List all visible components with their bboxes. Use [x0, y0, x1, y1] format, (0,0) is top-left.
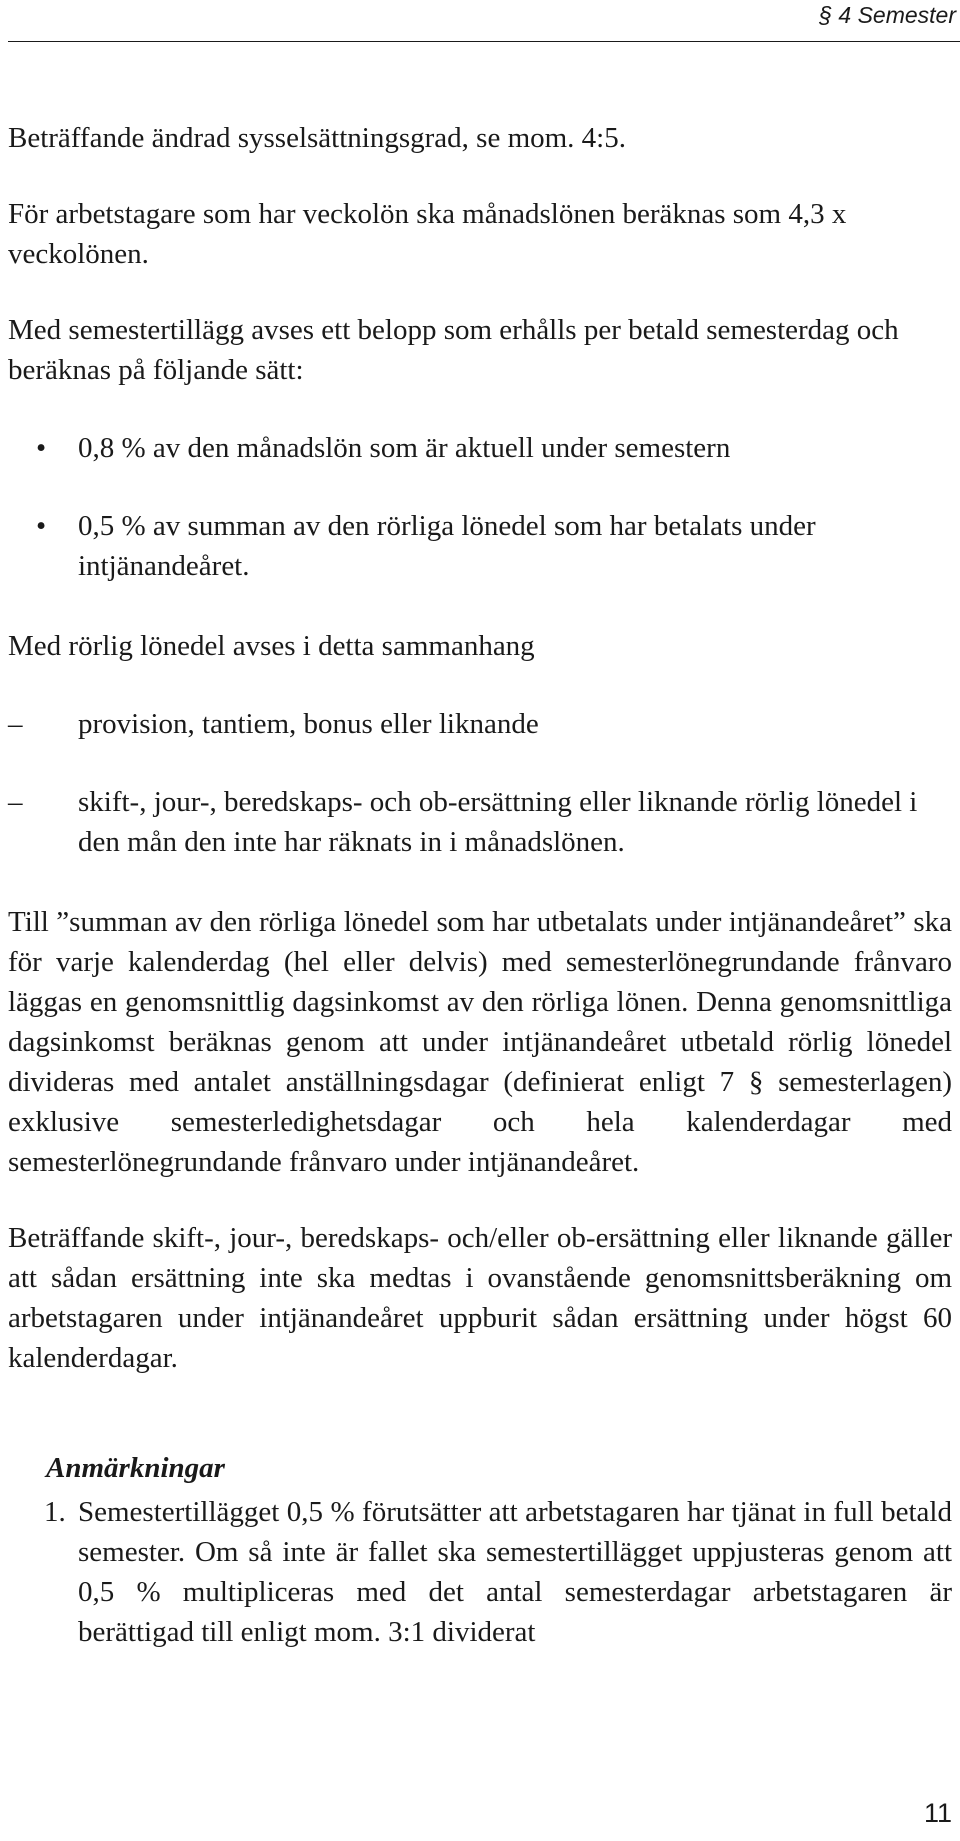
list-item [8, 506, 952, 586]
dash-mark: – [8, 708, 23, 740]
paragraph-variable-pay: Med rörlig lönedel avses i detta sammanhang [8, 630, 535, 662]
list-item [8, 428, 952, 468]
paragraph-sum-variable-pay: Till ”summan av den rörliga lönedel som har utbetalats under intjänandeåret” ska för varje kalenderdag (hel eller delvis) med semesterlönegrundande frånvaro läggas en genomsnittlig dagsinkomst av den rörliga lönen. Denna genomsnittliga dagsinkomst beräknas genom att under intjänandeåret utbetald rörlig lönedel divideras med antalet anställningsdagar (definierat enligt 7 § semesterlagen) exklusive semesterledighetsdagar och hela kalenderdagar med semesterlönegrundande frånvaro under intjänandeåret. [8, 906, 952, 1178]
dash-mark: – [8, 786, 23, 818]
note-number: 1. [44, 1496, 66, 1528]
notes-list [8, 1492, 952, 1652]
document-body [8, 118, 952, 1652]
running-header [8, 0, 960, 42]
paragraph-weekly-wage: För arbetstagare som har veckolön ska månadslönen beräknas som 4,3 x veckolönen. [8, 198, 847, 270]
page-number: 11 [923, 1798, 952, 1828]
paragraph-holiday-supplement: Med semestertillägg avses ett belopp som erhålls per betald semesterdag och beräknas på följande sätt: [8, 314, 899, 386]
bullet-mark: • [36, 510, 47, 542]
list-item [8, 782, 952, 862]
dash-list [8, 704, 952, 862]
notes-heading: Anmärkningar [46, 1452, 225, 1484]
list-item-text: 0,5 % av summan av den rörliga lönedel som har betalats under intjänandeåret. [78, 510, 816, 582]
list-item-text: 0,8 % av den månadslön som är aktuell under semestern [78, 432, 731, 464]
paragraph-employment-rate: Beträffande ändrad sysselsättningsgrad, se mom. 4:5. [8, 122, 626, 154]
list-item [8, 704, 952, 744]
list-item-text: provision, tantiem, bonus eller liknande [78, 708, 539, 740]
note-item [8, 1492, 952, 1652]
bullet-list [8, 428, 952, 586]
section-label: § 4 Semester [819, 2, 956, 28]
bullet-mark: • [36, 432, 47, 464]
paragraph-shift-compensation: Beträffande skift-, jour-, beredskaps- och/eller ob-ersättning eller liknande gäller att sådan ersättning inte ska medtas i ovanstående genomsnittsberäkning om arbetstagaren under intjänandeåret uppburit sådan ersättning under högst 60 kalenderdagar. [8, 1222, 952, 1374]
note-text: Semestertillägget 0,5 % förutsätter att arbetstagaren har tjänat in full betald semester. Om så inte är fallet ska semestertillägget uppjusteras genom att 0,5 % multipliceras med det antal semesterdagar arbetstagaren är berättigad till enligt mom. 3:1 dividerat [78, 1496, 952, 1648]
list-item-text: skift-, jour-, beredskaps- och ob-ersättning eller liknande rörlig lönedel i den mån den inte har räknats in i månadslönen. [78, 786, 918, 858]
